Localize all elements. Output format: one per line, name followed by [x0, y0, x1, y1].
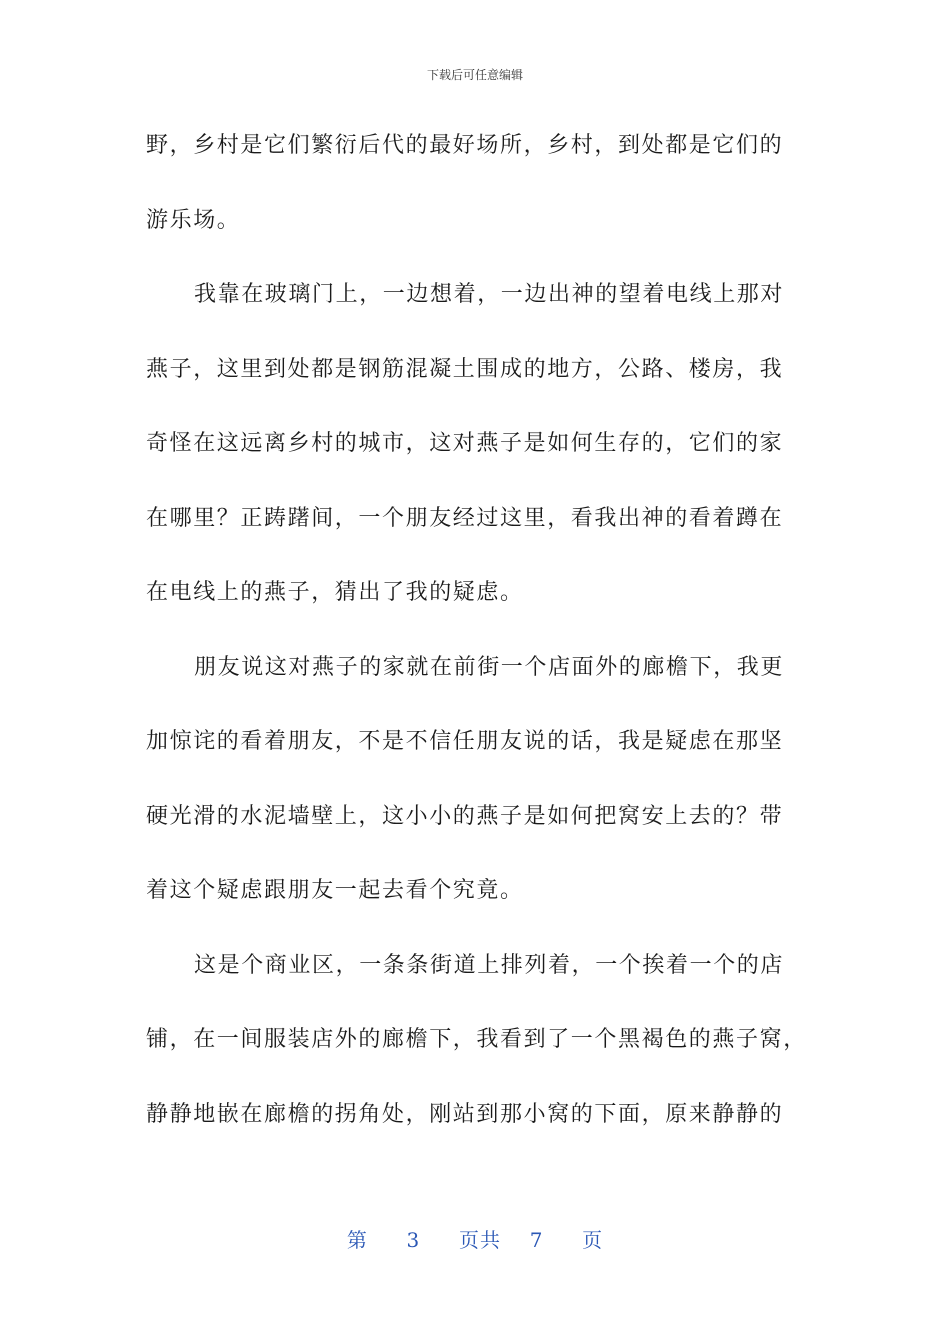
text-line: 着这个疑虑跟朋友一起去看个究竟。 [146, 878, 524, 903]
text-line: 游乐场。 [146, 207, 241, 233]
text-line: 硬光滑的水泥墙壁上，这小小的燕子是如何把窝安上去的？带 [146, 803, 784, 829]
body-text [146, 126, 806, 1169]
total-pages-number: 7 [529, 1228, 544, 1252]
page-prefix: 第 [346, 1228, 368, 1252]
text-line: 我靠在玻璃门上，一边想着，一边出神的望着电线上那对 [194, 282, 785, 307]
text-line: 野，乡村是它们繁衍后代的最好场所，乡村，到处都是它们的 [146, 133, 784, 158]
page-middle-text: 页共 [459, 1228, 501, 1252]
text-line: 在哪里？正踌躇间，一个朋友经过这里，看我出神的看着蹲在 [146, 505, 784, 531]
text-line: 加惊诧的看着朋友，不是不信任朋友说的话，我是疑虑在那坚 [146, 729, 784, 754]
page-suffix: 页 [582, 1228, 604, 1252]
page-footer [0, 1224, 950, 1253]
current-page-number: 3 [406, 1228, 421, 1252]
text-line: 铺，在一间服装店外的廊檐下，我看到了一个黑褐色的燕子窝， [146, 1027, 807, 1052]
text-line: 朋友说这对燕子的家就在前街一个店面外的廊檐下，我更 [194, 654, 785, 680]
text-line: 奇怪在这远离乡村的城市，这对燕子是如何生存的，它们的家 [146, 431, 784, 456]
page-header: 下载后可任意编辑 [426, 68, 523, 82]
text-line: 静静地嵌在廊檐的拐角处，刚站到那小窝的下面，原来静静的 [146, 1101, 784, 1127]
text-line: 在电线上的燕子，猜出了我的疑虑。 [146, 580, 524, 605]
text-line: 这是个商业区，一条条街道上排列着，一个挨着一个的店 [194, 952, 785, 978]
text-line: 燕子，这里到处都是钢筋混凝土围成的地方，公路、楼房，我 [146, 356, 784, 382]
